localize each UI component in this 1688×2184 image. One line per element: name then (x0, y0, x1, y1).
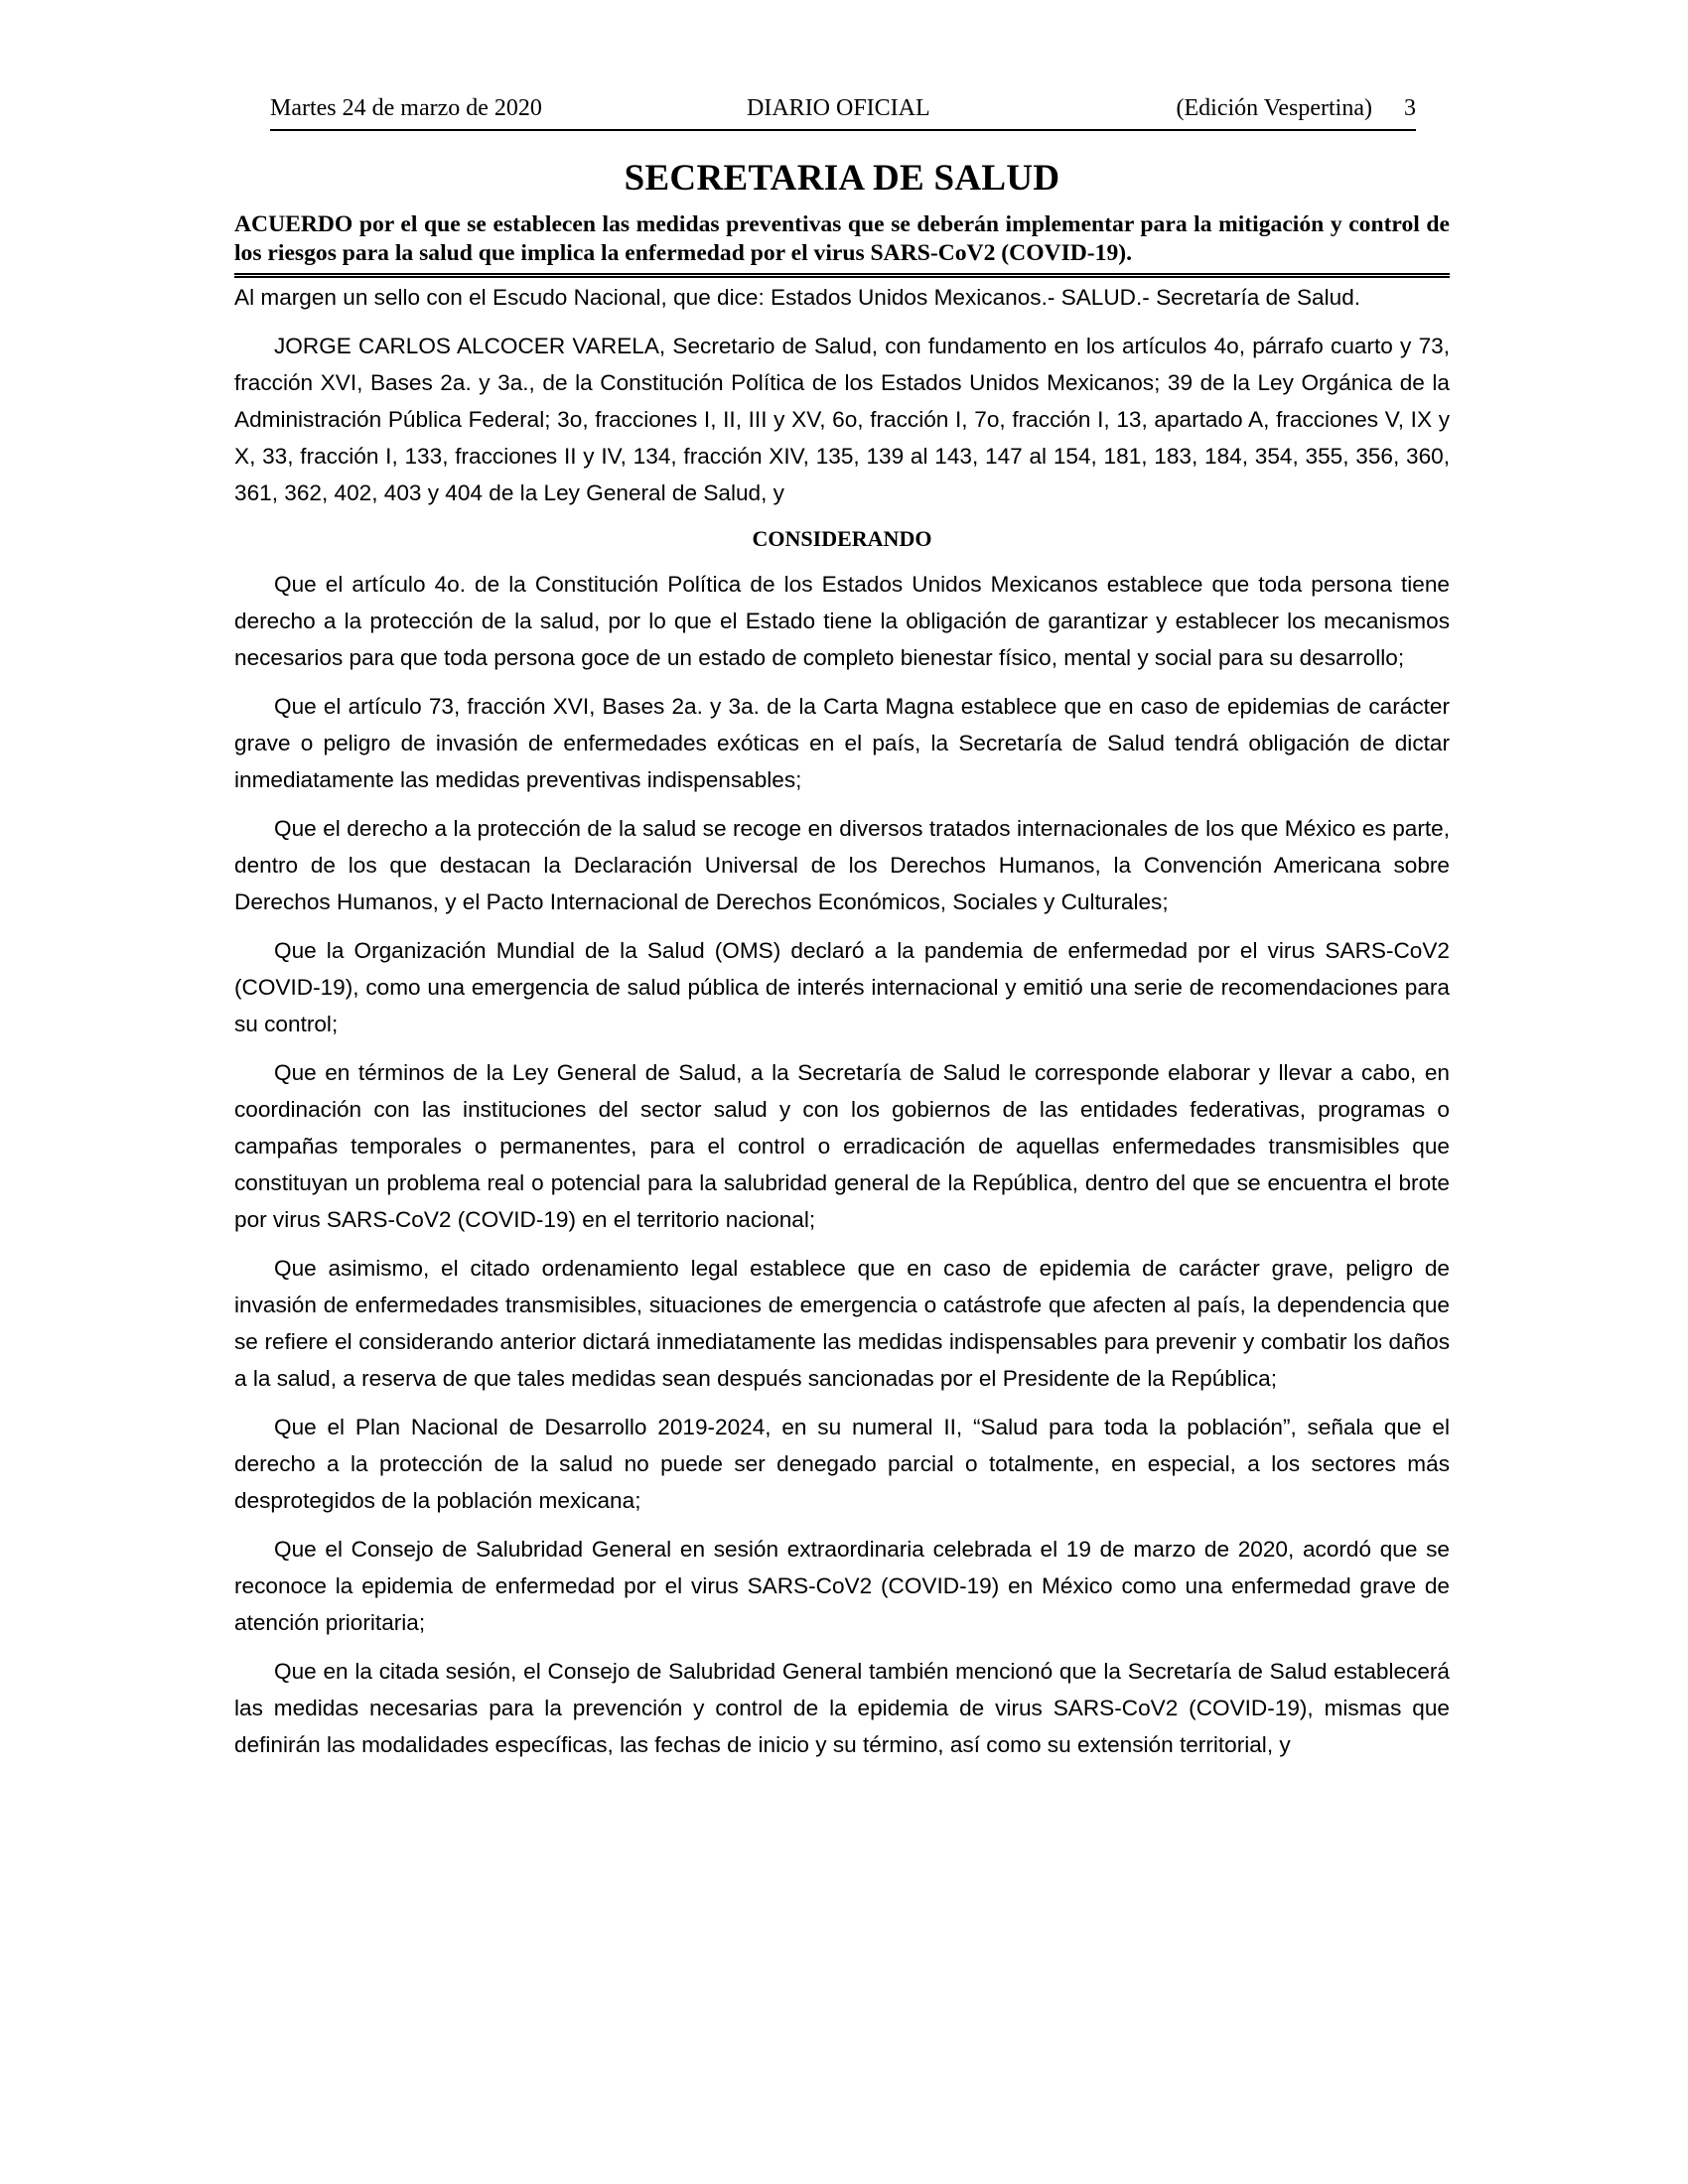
considerando-paragraph-4: Que la Organización Mundial de la Salud (OMS) declaró a la pandemia de enfermedad por el virus SARS-CoV2 (COVID-19), como una emergencia de salud pública de interés internacional y emitió una serie de recomendaciones para su control; (234, 938, 1450, 1036)
considerando-paragraph-1: Que el artículo 4o. de la Constitución Política de los Estados Unidos Mexicanos establece que toda persona tiene derecho a la protección de la salud, por lo que el Estado tiene la obligación de garantizar y establecer los mecanismos necesarios para que toda persona goce de un estado de completo bienestar físico, mental y social para su desarrollo; (234, 572, 1450, 670)
header-date: Martes 24 de marzo de 2020 (270, 95, 542, 121)
agreement-title-text: ACUERDO por el que se establecen las medidas preventivas que se deberán implementar para la mitigación y control de los riesgos para la salud que implica la enfermedad por el virus SARS-CoV2 (COVID-19). (234, 211, 1450, 266)
considerando-paragraph-8: Que el Consejo de Salubridad General en sesión extraordinaria celebrada el 19 de marzo de 2020, acordó que se reconoce la epidemia de enfermedad por el virus SARS-CoV2 (COVID-19) en México como una enfermedad grave de atención prioritaria; (234, 1537, 1450, 1635)
header-edition: (Edición Vespertina) (1176, 95, 1372, 121)
header-page-number: 3 (1404, 95, 1416, 121)
considerando-heading: CONSIDERANDO (752, 526, 932, 551)
agreement-title (234, 210, 1450, 278)
section-title: SECRETARIA DE SALUD (624, 158, 1060, 199)
considerando-paragraph-7: Que el Plan Nacional de Desarrollo 2019-2024, en su numeral II, “Salud para toda la población”, señala que el derecho a la protección de la salud no puede ser denegado parcial o totalmente, en especial, a los sectores más desprotegidos de la población mexicana; (234, 1415, 1450, 1513)
preamble-paragraph: JORGE CARLOS ALCOCER VARELA, Secretario de Salud, con fundamento en los artículos 4o, párrafo cuarto y 73, fracción XVI, Bases 2a. y 3a., de la Constitución Política de los Estados Unidos Mexicanos; 39 de la Ley Orgánica de la Administración Pública Federal; 3o, fracciones I, II, III y XV, 6o, fracción I, 7o, fracción I, 13, apartado A, fracciones V, IX y X, 33, fracción I, 133, fracciones II y IV, 134, fracción XIV, 135, 139 al 143, 147 al 154, 181, 183, 184, 354, 355, 356, 360, 361, 362, 402, 403 y 404 de la Ley General de Salud, y (234, 334, 1450, 505)
margin-note: Al margen un sello con el Escudo Nacional, que dice: Estados Unidos Mexicanos.- SALUD.- Secretaría de Salud. (234, 285, 1361, 310)
considerando-paragraph-2: Que el artículo 73, fracción XVI, Bases 2a. y 3a. de la Carta Magna establece que en caso de epidemias de carácter grave o peligro de invasión de enfermedades exóticas en el país, la Secretaría de Salud tendrá obligación de dictar inmediatamente las medidas preventivas indispensables; (234, 694, 1450, 792)
document-page (234, 95, 1450, 1763)
considerando-paragraph-9: Que en la citada sesión, el Consejo de Salubridad General también mencionó que la Secretaría de Salud establecerá las medidas necesarias para la prevención y control de la epidemia de virus SARS-CoV2 (COVID-19), mismas que definirán las modalidades específicas, las fechas de inicio y su término, así como su extensión territorial, y (234, 1659, 1450, 1757)
header-journal-name: DIARIO OFICIAL (747, 95, 930, 121)
considerando-paragraph-3: Que el derecho a la protección de la salud se recoge en diversos tratados internacionales de los que México es parte, dentro de los que destacan la Declaración Universal de los Derechos Humanos, la Convención Americana sobre Derechos Humanos, y el Pacto Internacional de Derechos Económicos, Sociales y Culturales; (234, 816, 1450, 914)
running-header (270, 95, 1416, 131)
considerando-paragraph-5: Que en términos de la Ley General de Salud, a la Secretaría de Salud le corresponde elaborar y llevar a cabo, en coordinación con las instituciones del sector salud y con los gobiernos de las entidades federativas, programas o campañas temporales o permanentes, para el control o erradicación de aquellas enfermedades transmisibles que constituyan un problema real o potencial para la salubridad general de la República, dentro del que se encuentra el brote por virus SARS-CoV2 (COVID-19) en el territorio nacional; (234, 1060, 1450, 1232)
considerando-paragraph-6: Que asimismo, el citado ordenamiento legal establece que en caso de epidemia de carácter grave, peligro de invasión de enfermedades transmisibles, situaciones de emergencia o catástrofe que afecten al país, la dependencia que se refiere el considerando anterior dictará inmediatamente las medidas indispensables para prevenir y combatir los daños a la salud, a reserva de que tales medidas sean después sancionadas por el Presidente de la República; (234, 1256, 1450, 1391)
